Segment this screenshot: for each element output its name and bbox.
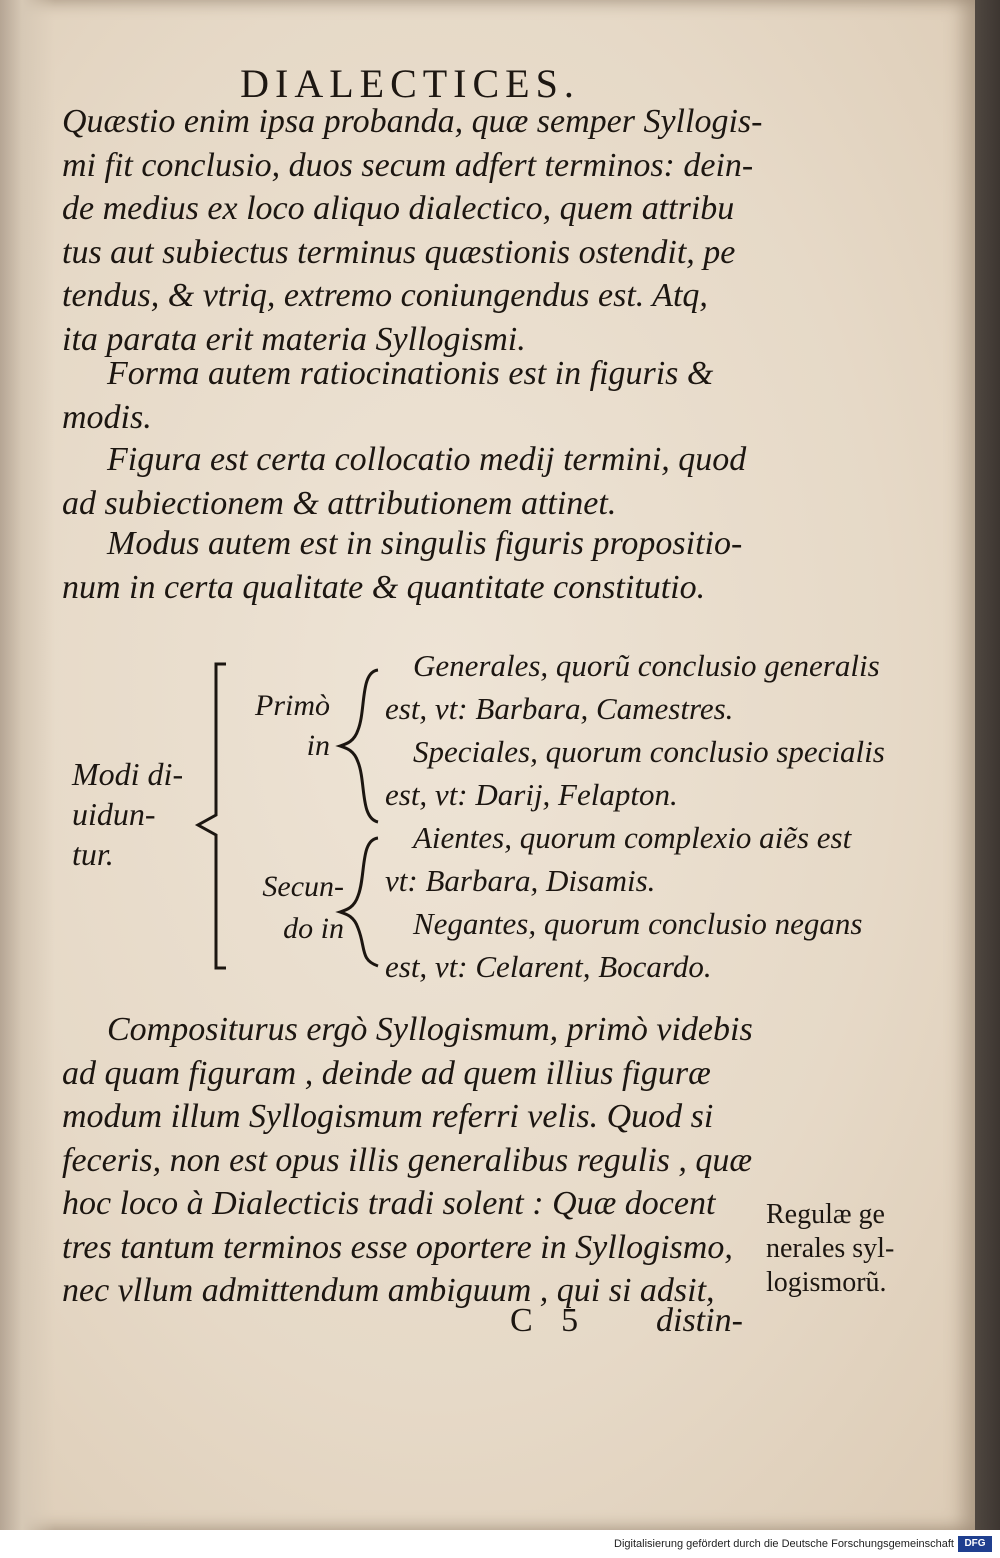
branch-1-items: [385, 644, 885, 816]
text-line: Modus autem est in singulis figuris propositio-: [107, 525, 743, 562]
text-line: Generales, quorũ conclusio generalis: [413, 648, 880, 683]
lower-curly-brace: [340, 838, 378, 966]
text-line: est, vt: Celarent, Bocardo.: [385, 949, 712, 984]
text-line: uidun-: [72, 796, 156, 832]
branch-2-items: [385, 816, 862, 988]
text-line: nerales syl-: [766, 1233, 895, 1264]
text-line: est, vt: Darij, Felapton.: [385, 777, 678, 812]
paragraph-5: [62, 1008, 753, 1313]
text-line: ad subiectionem & attributionem attinet.: [62, 484, 617, 522]
text-line: Regulæ ge: [766, 1199, 885, 1230]
text-line: Quæstio enim ipsa probanda, quæ semper Syllogis-: [62, 103, 763, 140]
text-line: hoc loco à Dialecticis tradi solent : Quæ docent: [62, 1185, 716, 1222]
text-line: Primò: [255, 689, 330, 722]
diagram-root-label: [72, 754, 183, 874]
text-line: num in certa qualitate & quantitate constitutio.: [62, 568, 706, 606]
text-line: tus aut subiectus terminus quæstionis ostendit, pe: [62, 233, 736, 271]
text-line: modis.: [62, 398, 152, 436]
text-line: Figura est certa collocatio medij termini, quod: [107, 441, 747, 478]
signature-mark: C 5: [510, 1302, 589, 1339]
text-line: Negantes, quorum conclusio negans: [413, 906, 863, 941]
dfg-logo: DFG: [958, 1536, 992, 1552]
text-line: feceris, non est opus illis generalibus regulis , quæ: [62, 1141, 753, 1179]
branch-1-label: [238, 686, 330, 766]
running-title: DIALECTICES.: [240, 61, 580, 106]
text-line: tendus, & vtriq, extremo coniungendus est. Atq,: [62, 277, 708, 314]
paragraph-2: [62, 352, 713, 439]
text-line: modum illum Syllogismum referri velis. Quod si: [62, 1098, 714, 1135]
margin-note: [766, 1198, 894, 1300]
text-line: nec vllum admittendum ambiguum , qui si adsit,: [62, 1272, 715, 1309]
page-gutter-shadow: [0, 0, 55, 1530]
text-line: Forma autem ratiocinationis est in figuris &: [107, 355, 714, 392]
text-line: Speciales, quorum conclusio specialis: [413, 734, 885, 769]
text-line: Modi di-: [72, 756, 184, 792]
catchword: distin-: [656, 1302, 743, 1339]
text-line: est, vt: Barbara, Camestres.: [385, 691, 734, 726]
text-line: tres tantum terminos esse oportere in Syllogismo,: [62, 1228, 733, 1266]
upper-curly-brace: [340, 670, 378, 822]
text-line: mi fit conclusio, duos secum adfert terminos: dein-: [62, 146, 754, 184]
main-bracket: [198, 664, 226, 968]
text-line: Compositurus ergò Syllogismum, primò videbis: [107, 1011, 753, 1048]
branch-2-label: [238, 866, 344, 950]
text-line: ad quam figuram , deinde ad quem illius figuræ: [62, 1054, 711, 1092]
paragraph-1: [62, 100, 762, 361]
text-line: Secun-: [262, 870, 344, 903]
text-line: vt: Barbara, Disamis.: [385, 863, 656, 898]
text-line: de medius ex loco aliquo dialectico, quem attribu: [62, 190, 735, 227]
text-line: ita parata erit materia Syllogismi.: [62, 320, 526, 358]
text-line: Aientes, quorum complexio aiẽs est: [413, 820, 852, 855]
digitization-credit: Digitalisierung gefördert durch die Deutsche Forschungsgemeinschaft: [614, 1538, 954, 1550]
text-line: logismorũ.: [766, 1267, 887, 1298]
text-line: tur.: [72, 836, 114, 872]
paragraph-3: [62, 438, 746, 525]
text-line: in: [306, 729, 330, 762]
text-line: do in: [283, 912, 344, 945]
paragraph-4: [62, 522, 742, 609]
